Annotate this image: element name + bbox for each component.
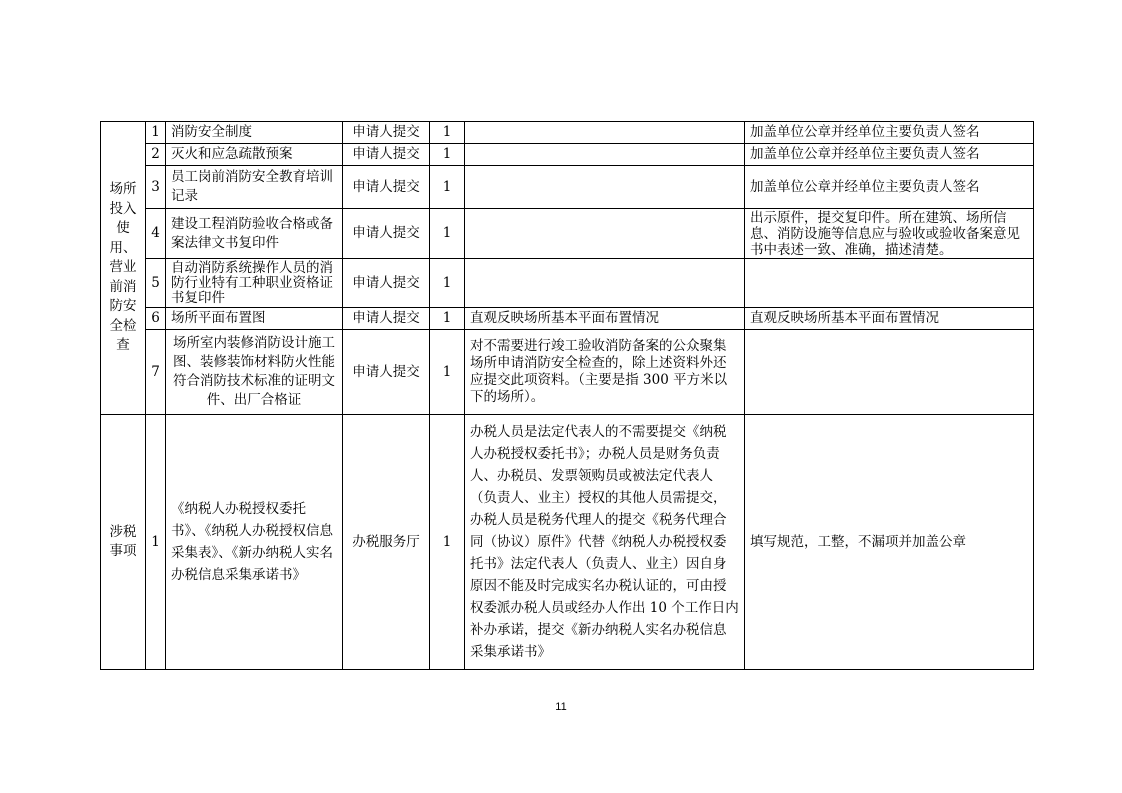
table-row [101,144,1034,166]
page-number: 11 [555,701,567,713]
material-requirement [465,259,745,308]
material-name: 场所室内装修消防设计施工图、装修装饰材料防火性能符合消防技术标准的证明文件、出厂合格证 [166,330,343,415]
material-quantity: 1 [430,330,465,415]
table-row [101,166,1034,209]
table-row [101,415,1034,670]
material-source: 申请人提交 [343,330,430,415]
material-note [745,330,1034,415]
material-name: 《纳税人办税授权委托书》、《纳税人办税授权信息采集表》、《新办纳税人实名办税信息采集承诺书》 [166,415,343,670]
material-name: 员工岗前消防安全教育培训记录 [166,166,343,209]
material-source: 申请人提交 [343,308,430,330]
material-requirement: 直观反映场所基本平面布置情况 [465,308,745,330]
material-quantity: 1 [430,415,465,670]
material-name: 场所平面布置图 [166,308,343,330]
material-requirement: 办税人员是法定代表人的不需要提交《纳税人办税授权委托书》；办税人员是财务负责人、办税员、发票领购员或被法定代表人（负责人、业主）授权的其他人员需提交，办税人员是税务代理人的提交《税务代理合同（协议）原件》代替《纳税人办税授权委托书》法定代表人（负责人、业主）因自身原因不能及时完成实名办税认证的，可由授权委派办税人员或经办人作出 10 个工作日内补办承诺，提交《新办纳税人实名办税信息采集承诺书》 [465,415,745,670]
row-number: 2 [146,144,166,166]
material-quantity: 1 [430,122,465,144]
material-quantity: 1 [430,166,465,209]
material-name: 消防安全制度 [166,122,343,144]
material-note: 加盖单位公章并经单位主要负责人签名 [745,144,1034,166]
material-source: 申请人提交 [343,209,430,259]
material-name: 建设工程消防验收合格或备案法律文书复印件 [166,209,343,259]
material-source: 申请人提交 [343,122,430,144]
material-note: 直观反映场所基本平面布置情况 [745,308,1034,330]
row-number: 1 [146,122,166,144]
table-row [101,330,1034,415]
material-quantity: 1 [430,144,465,166]
material-requirement [465,144,745,166]
material-quantity: 1 [430,259,465,308]
material-source: 申请人提交 [343,259,430,308]
material-requirement [465,209,745,259]
category-cell: 场所投入使用、营业前消防安全检查 [101,122,146,415]
material-requirement [465,166,745,209]
material-note: 出示原件，提交复印件。所在建筑、场所信息、消防设施等信息应与验收或验收备案意见书中表述一致、准确，描述清楚。 [745,209,1034,259]
material-source: 申请人提交 [343,166,430,209]
material-source: 办税服务厅 [343,415,430,670]
material-note: 加盖单位公章并经单位主要负责人签名 [745,122,1034,144]
row-number: 4 [146,209,166,259]
row-number: 6 [146,308,166,330]
table-row [101,209,1034,259]
material-note: 加盖单位公章并经单位主要负责人签名 [745,166,1034,209]
material-name: 自动消防系统操作人员的消防行业特有工种职业资格证书复印件 [166,259,343,308]
material-note: 填写规范，工整，不漏项并加盖公章 [745,415,1034,670]
material-note [745,259,1034,308]
material-source: 申请人提交 [343,144,430,166]
material-name: 灭火和应急疏散预案 [166,144,343,166]
material-quantity: 1 [430,308,465,330]
row-number: 7 [146,330,166,415]
category-cell: 涉税事项 [101,415,146,670]
row-number: 1 [146,415,166,670]
material-requirement [465,122,745,144]
table-row [101,122,1034,144]
row-number: 3 [146,166,166,209]
table-row [101,308,1034,330]
material-quantity: 1 [430,209,465,259]
row-number: 5 [146,259,166,308]
requirements-table [100,121,1034,670]
material-requirement: 对不需要进行竣工验收消防备案的公众聚集场所申请消防安全检查的，除上述资料外还应提交此项资料。（主要是指 300 平方米以下的场所）。 [465,330,745,415]
table-row [101,259,1034,308]
